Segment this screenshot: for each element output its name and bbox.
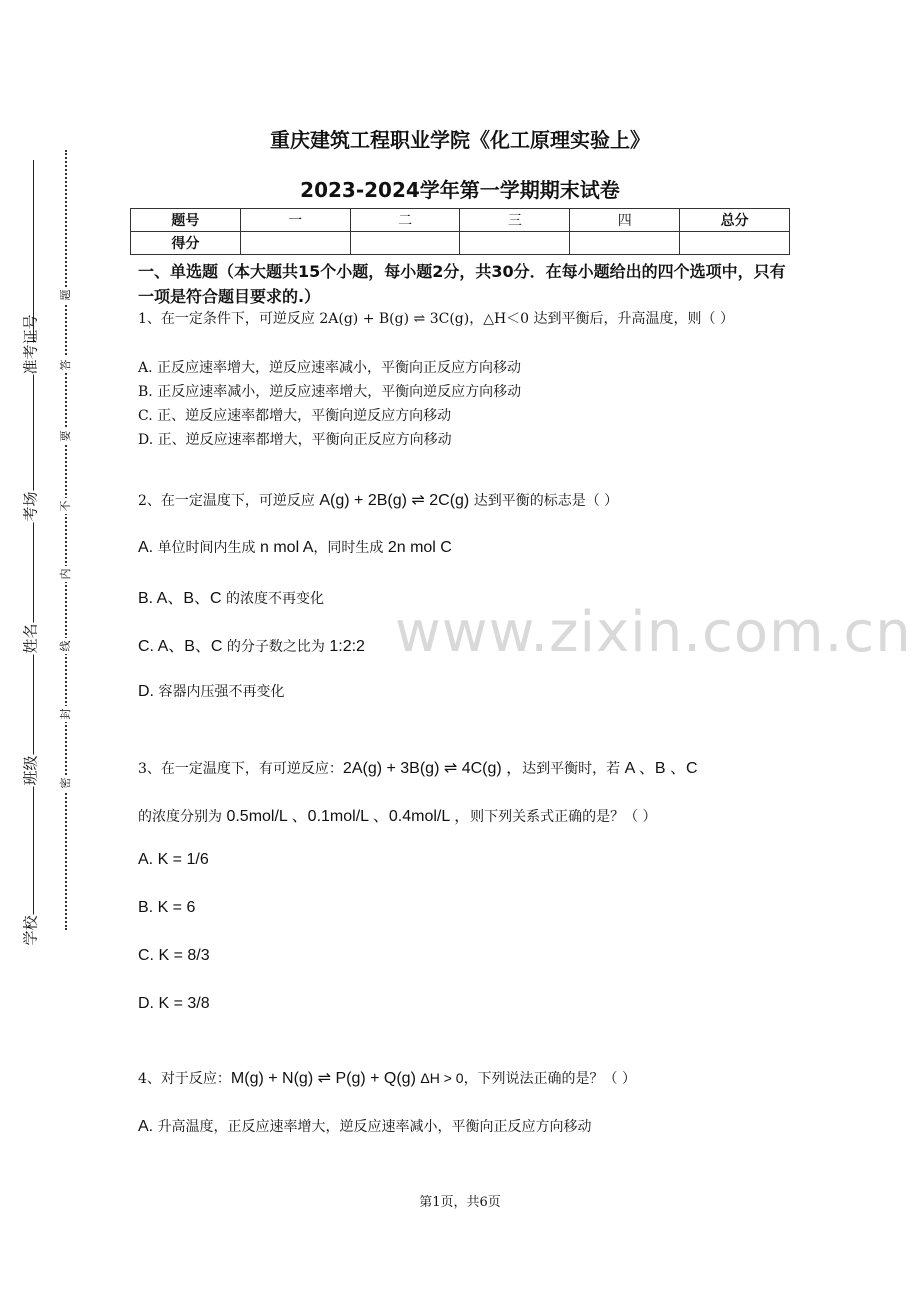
binding-fill-line — [33, 160, 34, 930]
seal-char: 答 — [58, 357, 74, 373]
question-1-option-d: D. 正、逆反应速率都增大，平衡向正反应方向移动 — [138, 432, 452, 448]
exam-room-label: 考场 — [21, 491, 40, 522]
seal-char: 题 — [58, 287, 74, 303]
question-2-equation: A(g) + 2B(g) ⇌ 2C(g) — [319, 492, 470, 509]
score-header-cell: 四 — [570, 209, 680, 232]
seal-char: 不 — [58, 498, 74, 514]
question-4-option-a — [138, 1116, 592, 1136]
question-3-species: A 、B 、C — [620, 760, 698, 777]
score-header-cell: 一 — [240, 209, 350, 232]
option-letter: A. — [138, 1118, 158, 1135]
score-header-cell: 二 — [350, 209, 460, 232]
score-table — [130, 208, 790, 255]
question-4-equation: M(g) + N(g) ⇌ P(g) + Q(g) — [230, 1070, 421, 1087]
score-row-label: 得分 — [131, 232, 241, 255]
question-2-stem — [138, 490, 618, 510]
question-3-option-b: B. K = 6 — [138, 899, 196, 916]
option-letter: C. A、B、C — [138, 638, 227, 655]
option-text: 单位时间内生成 — [157, 540, 256, 556]
section-heading: 一、单选题（本大题共15个小题，每小题2分，共30分．在每小题给出的四个选项中，只有一项是符合题目要求的.） — [138, 262, 786, 306]
watermark: www.zixin.com.cn — [395, 600, 912, 665]
score-cell[interactable] — [680, 232, 790, 255]
option-letter: D. — [138, 683, 159, 700]
score-header-cell: 总分 — [680, 209, 790, 232]
question-2-option-a — [138, 537, 452, 557]
option-text: 的分子数之比为 — [226, 639, 325, 655]
score-cell[interactable] — [350, 232, 460, 255]
seal-line — [65, 150, 67, 930]
option-text: 升高温度，正反应速率增大，逆反应速率减小，平衡向正反应方向移动 — [157, 1119, 592, 1135]
seal-char: 线 — [58, 638, 74, 654]
score-header-cell: 题号 — [131, 209, 241, 232]
class-label: 班级 — [21, 755, 40, 786]
question-3-text: 达到平衡时，若 — [522, 761, 621, 777]
seal-char: 要 — [58, 428, 74, 444]
score-table-header-row — [131, 209, 790, 232]
question-3-option-a: A. K = 1/6 — [138, 851, 209, 868]
question-1-option-a: A. 正反应速率增大，逆反应速率减小，平衡向正反应方向移动 — [138, 360, 522, 376]
question-2-option-c — [138, 633, 365, 656]
seal-char: 内 — [58, 566, 74, 582]
score-header-cell: 三 — [460, 209, 570, 232]
option-letter: A. — [138, 539, 158, 556]
question-3-text: 的浓度分别为 — [138, 809, 222, 825]
option-text: ，同时生成 — [313, 540, 384, 556]
option-text: 2n mol C — [383, 539, 452, 556]
question-3-stem-line1 — [138, 755, 698, 778]
option-text: 容器内压强不再变化 — [158, 684, 285, 700]
name-label: 姓名 — [21, 623, 40, 654]
option-text: n mol A — [255, 539, 314, 556]
score-table-row — [131, 232, 790, 255]
score-cell[interactable] — [240, 232, 350, 255]
option-letter: B. A、B、C — [138, 590, 227, 607]
option-text: 1:2:2 — [324, 638, 365, 655]
question-2-prefix: 2、在一定温度下，可逆反应 — [138, 493, 320, 509]
question-2-suffix: 达到平衡的标志是（ ） — [469, 493, 619, 509]
question-4-prefix: 4、对于反应： — [138, 1071, 231, 1087]
question-3-option-d: D. K = 3/8 — [138, 995, 210, 1012]
question-3-option-c: C. K = 8/3 — [138, 947, 210, 964]
seal-char: 封 — [58, 706, 74, 722]
question-1-stem: 1、在一定条件下，可逆反应 2A(g) + B(g) ⇌ 3C(g)，△H＜0 达到平衡后，升高温度，则（ ） — [138, 311, 734, 327]
question-2-option-b — [138, 585, 324, 608]
question-1-option-c: C. 正、逆反应速率都增大，平衡向逆反应方向移动 — [138, 408, 452, 424]
seal-char: 密 — [58, 775, 74, 791]
question-2-option-d — [138, 681, 284, 701]
question-3-equation: 2A(g) + 3B(g) ⇌ 4C(g) ， — [342, 760, 523, 777]
question-4-suffix: ，下列说法正确的是？（ ） — [463, 1071, 637, 1087]
school-label: 学校 — [21, 915, 40, 946]
ticket-number-label: 准考证号 — [21, 314, 40, 375]
question-3-prefix: 3、在一定温度下，有可逆反应： — [138, 761, 343, 777]
question-3-values: 0.5mol/L 、0.1mol/L 、0.4mol/L ， — [222, 808, 471, 825]
question-3-text: 则下列关系式正确的是？（ ） — [470, 809, 657, 825]
option-text: 的浓度不再变化 — [226, 591, 325, 607]
question-1-option-b: B. 正反应速率减小，逆反应速率增大，平衡向逆反应方向移动 — [138, 384, 522, 400]
score-cell[interactable] — [570, 232, 680, 255]
question-4-enthalpy: ΔH > 0 — [420, 1070, 464, 1086]
exam-subtitle: 2023-2024学年第一学期期末试卷 — [300, 178, 620, 202]
question-3-stem-line2 — [138, 803, 657, 826]
score-cell[interactable] — [460, 232, 570, 255]
question-4-stem — [138, 1068, 636, 1088]
exam-title: 重庆建筑工程职业学院《化工原理实验上》 — [270, 128, 650, 152]
page-footer: 第1页，共6页 — [419, 1195, 501, 1210]
